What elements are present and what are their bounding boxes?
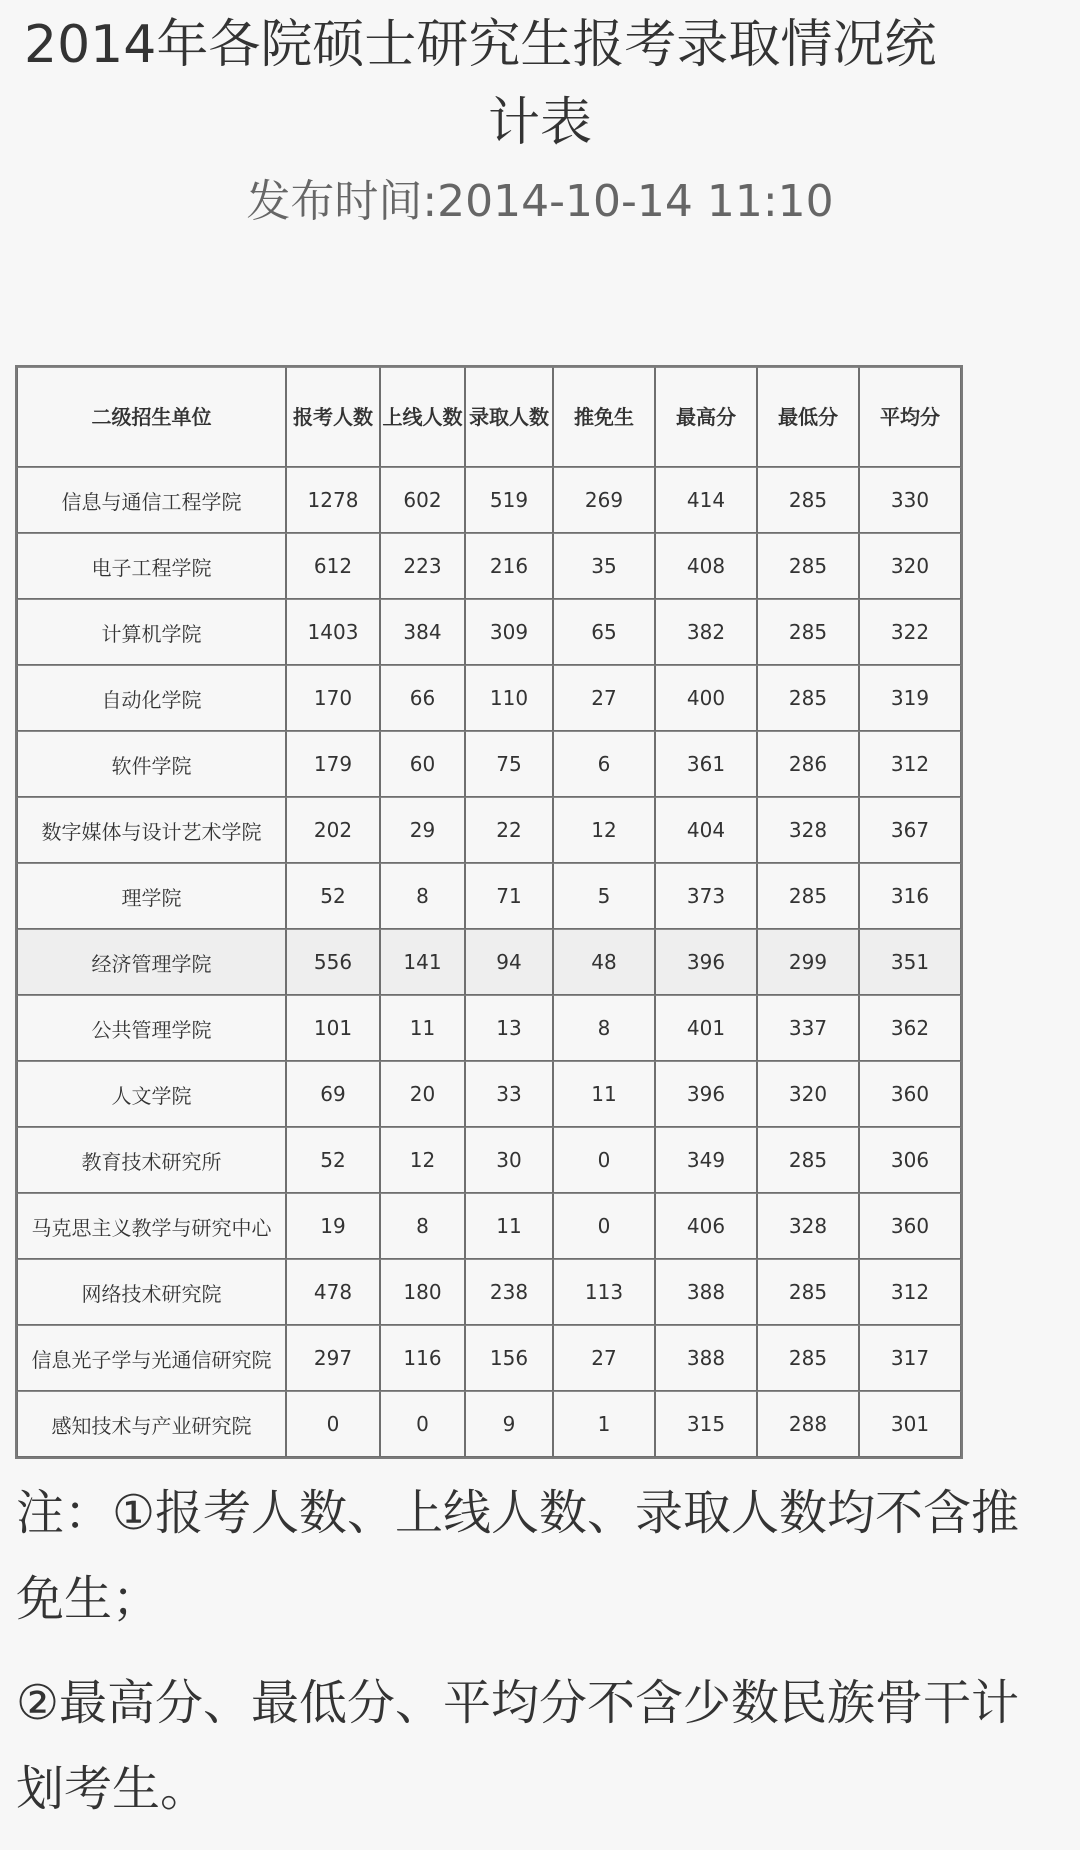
unit-name-cell: 数字媒体与设计艺术学院 xyxy=(17,797,286,863)
table-cell: 101 xyxy=(286,995,380,1061)
table-row xyxy=(17,797,961,863)
unit-name-cell: 理学院 xyxy=(17,863,286,929)
table-cell: 48 xyxy=(553,929,655,995)
table-row xyxy=(17,731,961,797)
table-row xyxy=(17,1127,961,1193)
table-row xyxy=(17,1325,961,1391)
unit-name-cell: 马克思主义教学与研究中心 xyxy=(17,1193,286,1259)
table-row xyxy=(17,599,961,665)
table-cell: 285 xyxy=(757,467,859,533)
unit-name-cell: 信息光子学与光通信研究院 xyxy=(17,1325,286,1391)
unit-name-cell: 人文学院 xyxy=(17,1061,286,1127)
table-cell: 612 xyxy=(286,533,380,599)
table-cell: 404 xyxy=(655,797,757,863)
page-title xyxy=(0,6,1080,162)
page-title-line1: 2014年各院硕士研究生报考录取情况统 xyxy=(24,15,937,75)
table-cell: 1403 xyxy=(286,599,380,665)
table-cell: 285 xyxy=(757,533,859,599)
table-cell: 0 xyxy=(286,1391,380,1457)
table-row xyxy=(17,1193,961,1259)
table-cell: 170 xyxy=(286,665,380,731)
table-cell: 0 xyxy=(553,1127,655,1193)
table-cell: 408 xyxy=(655,533,757,599)
table-cell: 35 xyxy=(553,533,655,599)
table-row xyxy=(17,1061,961,1127)
table-cell: 116 xyxy=(380,1325,465,1391)
table-cell: 285 xyxy=(757,863,859,929)
table-cell: 216 xyxy=(465,533,553,599)
note-2: ②最高分、最低分、平均分不含少数民族骨干计划考生。 xyxy=(16,1675,1020,1817)
table-cell: 388 xyxy=(655,1259,757,1325)
table-cell: 19 xyxy=(286,1193,380,1259)
notes xyxy=(16,1470,1066,1850)
note-1: 注：①报考人数、上线人数、录取人数均不含推免生； xyxy=(16,1485,1020,1627)
table-cell: 317 xyxy=(859,1325,961,1391)
table-cell: 414 xyxy=(655,467,757,533)
column-header: 平均分 xyxy=(859,367,961,467)
table-cell: 328 xyxy=(757,1193,859,1259)
table-header-row xyxy=(17,367,961,467)
table-cell: 349 xyxy=(655,1127,757,1193)
table-cell: 297 xyxy=(286,1325,380,1391)
table-cell: 285 xyxy=(757,1259,859,1325)
table-cell: 285 xyxy=(757,1325,859,1391)
unit-name-cell: 教育技术研究所 xyxy=(17,1127,286,1193)
unit-name-cell: 计算机学院 xyxy=(17,599,286,665)
column-header: 报考人数 xyxy=(286,367,380,467)
table-cell: 12 xyxy=(380,1127,465,1193)
table-cell: 8 xyxy=(380,863,465,929)
table-cell: 602 xyxy=(380,467,465,533)
admissions-table xyxy=(15,365,963,1459)
table-row xyxy=(17,1259,961,1325)
table-cell: 156 xyxy=(465,1325,553,1391)
column-header: 二级招生单位 xyxy=(17,367,286,467)
table-cell: 110 xyxy=(465,665,553,731)
table-cell: 9 xyxy=(465,1391,553,1457)
table-cell: 478 xyxy=(286,1259,380,1325)
table-cell: 69 xyxy=(286,1061,380,1127)
table-row xyxy=(17,995,961,1061)
table-cell: 13 xyxy=(465,995,553,1061)
table-cell: 27 xyxy=(553,665,655,731)
unit-name-cell: 信息与通信工程学院 xyxy=(17,467,286,533)
table-cell: 65 xyxy=(553,599,655,665)
table-cell: 288 xyxy=(757,1391,859,1457)
table-cell: 8 xyxy=(553,995,655,1061)
unit-name-cell: 自动化学院 xyxy=(17,665,286,731)
table-cell: 113 xyxy=(553,1259,655,1325)
table-cell: 556 xyxy=(286,929,380,995)
table-cell: 223 xyxy=(380,533,465,599)
table-cell: 52 xyxy=(286,1127,380,1193)
table-cell: 362 xyxy=(859,995,961,1061)
table-cell: 269 xyxy=(553,467,655,533)
table-cell: 8 xyxy=(380,1193,465,1259)
column-header: 上线人数 xyxy=(380,367,465,467)
table-cell: 367 xyxy=(859,797,961,863)
table-cell: 11 xyxy=(465,1193,553,1259)
table-cell: 0 xyxy=(380,1391,465,1457)
table-cell: 0 xyxy=(553,1193,655,1259)
table-cell: 66 xyxy=(380,665,465,731)
table-row xyxy=(17,929,961,995)
column-header: 最高分 xyxy=(655,367,757,467)
table-cell: 141 xyxy=(380,929,465,995)
table-cell: 180 xyxy=(380,1259,465,1325)
table-cell: 315 xyxy=(655,1391,757,1457)
unit-name-cell: 软件学院 xyxy=(17,731,286,797)
table-cell: 299 xyxy=(757,929,859,995)
table-cell: 312 xyxy=(859,731,961,797)
table-cell: 400 xyxy=(655,665,757,731)
table-cell: 320 xyxy=(859,533,961,599)
table-row xyxy=(17,1391,961,1457)
column-header: 推免生 xyxy=(553,367,655,467)
table-cell: 388 xyxy=(655,1325,757,1391)
table-cell: 286 xyxy=(757,731,859,797)
table-cell: 360 xyxy=(859,1193,961,1259)
unit-name-cell: 经济管理学院 xyxy=(17,929,286,995)
table-cell: 384 xyxy=(380,599,465,665)
table-cell: 328 xyxy=(757,797,859,863)
table-cell: 75 xyxy=(465,731,553,797)
table-cell: 52 xyxy=(286,863,380,929)
table-cell: 406 xyxy=(655,1193,757,1259)
table-cell: 27 xyxy=(553,1325,655,1391)
table-cell: 30 xyxy=(465,1127,553,1193)
table-cell: 306 xyxy=(859,1127,961,1193)
table-cell: 519 xyxy=(465,467,553,533)
table-cell: 309 xyxy=(465,599,553,665)
unit-name-cell: 网络技术研究院 xyxy=(17,1259,286,1325)
table-cell: 351 xyxy=(859,929,961,995)
table-cell: 22 xyxy=(465,797,553,863)
table-cell: 320 xyxy=(757,1061,859,1127)
unit-name-cell: 电子工程学院 xyxy=(17,533,286,599)
table-cell: 285 xyxy=(757,665,859,731)
table-cell: 330 xyxy=(859,467,961,533)
table-cell: 1278 xyxy=(286,467,380,533)
table-cell: 6 xyxy=(553,731,655,797)
table-cell: 179 xyxy=(286,731,380,797)
table-cell: 33 xyxy=(465,1061,553,1127)
table-cell: 20 xyxy=(380,1061,465,1127)
table-cell: 60 xyxy=(380,731,465,797)
table-row xyxy=(17,665,961,731)
table-cell: 12 xyxy=(553,797,655,863)
table-cell: 202 xyxy=(286,797,380,863)
publish-time: 发布时间:2014-10-14 11:10 xyxy=(246,176,834,227)
table-cell: 322 xyxy=(859,599,961,665)
table-row xyxy=(17,863,961,929)
table-cell: 312 xyxy=(859,1259,961,1325)
table-cell: 238 xyxy=(465,1259,553,1325)
table-cell: 11 xyxy=(553,1061,655,1127)
table-cell: 316 xyxy=(859,863,961,929)
unit-name-cell: 公共管理学院 xyxy=(17,995,286,1061)
table-cell: 11 xyxy=(380,995,465,1061)
table-row xyxy=(17,467,961,533)
table-cell: 361 xyxy=(655,731,757,797)
table-row xyxy=(17,533,961,599)
table-cell: 94 xyxy=(465,929,553,995)
table-cell: 71 xyxy=(465,863,553,929)
column-header: 最低分 xyxy=(757,367,859,467)
table-cell: 382 xyxy=(655,599,757,665)
table-cell: 301 xyxy=(859,1391,961,1457)
table-body xyxy=(17,467,961,1457)
table-cell: 29 xyxy=(380,797,465,863)
table-cell: 337 xyxy=(757,995,859,1061)
table-cell: 396 xyxy=(655,1061,757,1127)
table-cell: 373 xyxy=(655,863,757,929)
table-cell: 401 xyxy=(655,995,757,1061)
table-cell: 360 xyxy=(859,1061,961,1127)
table-cell: 319 xyxy=(859,665,961,731)
table-cell: 285 xyxy=(757,599,859,665)
table-cell: 1 xyxy=(553,1391,655,1457)
column-header: 录取人数 xyxy=(465,367,553,467)
page-title-line2: 计表 xyxy=(487,93,592,153)
unit-name-cell: 感知技术与产业研究院 xyxy=(17,1391,286,1457)
table-cell: 285 xyxy=(757,1127,859,1193)
table-cell: 396 xyxy=(655,929,757,995)
table-cell: 5 xyxy=(553,863,655,929)
